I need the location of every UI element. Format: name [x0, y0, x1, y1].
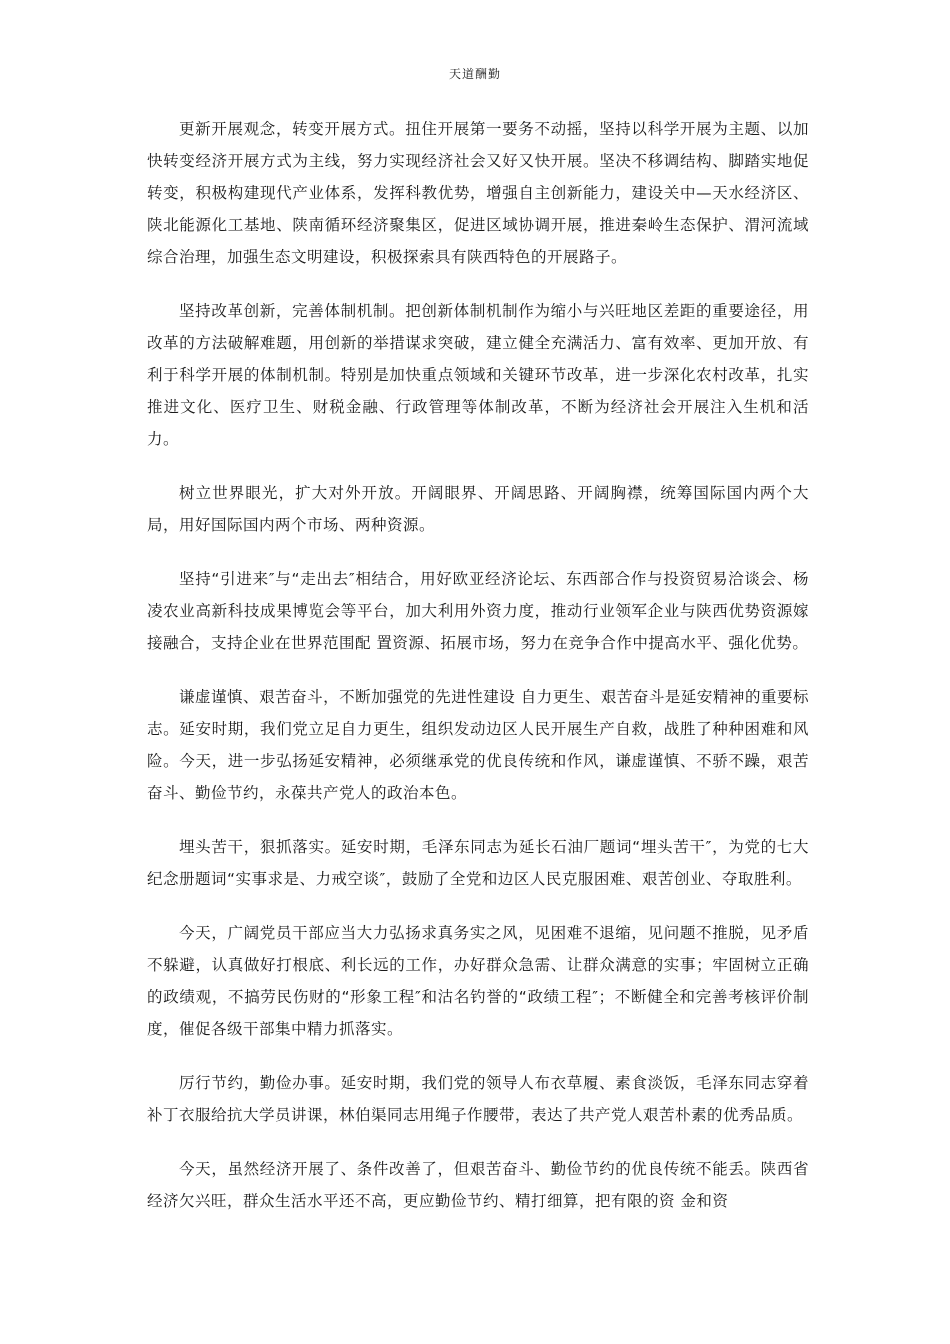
paragraph-development-concept: 更新开展观念，转变开展方式。扭住开展第一要务不动摇，坚持以科学开展为主题、以加快转变经济开展方式为主线，努力实现经济社会又好又快开展。坚决不移调结构、脚踏实地促转变，积极构建现代产业体系，发挥科教优势，增强自主创新能力，建设关中—天水经济区、陕北能源化工基地、陕南循环经济聚集区，促进区域协调开展，推进秦岭生态保护、渭河流域综合治理，加强生态文明建设，积极探索具有陕西特色的开展路子。: [147, 120, 809, 266]
paragraph-frugality: 厉行节约，勤俭办事。延安时期，我们党的领导人布衣草履、素食淡饭，毛泽东同志穿着补丁衣服给抗大学员讲课，林伯渠同志用绳子作腰带，表达了共产党人艰苦朴素的优秀品质。: [147, 1074, 809, 1124]
paragraph-bring-in-go-out: 坚持“引进来″与“走出去″相结合，用好欧亚经济论坛、东西部合作与投资贸易洽谈会、杨凌农业高新科技成果博览会等平台，加大利用外资力度，推动行业领军企业与陕西优势资源嫁接融合，支持企业在世界范围配 置资源、拓展市场，努力在竞争合作中提高水平、强化优势。: [147, 570, 809, 652]
document-body: [147, 113, 809, 1239]
page-header-title: 天道酬勤: [448, 67, 501, 81]
paragraph-world-vision: 树立世界眼光，扩大对外开放。开阔眼界、开阔思路、开阔胸襟，统筹国际国内两个大局，用好国际国内两个市场、两种资源。: [147, 484, 809, 534]
paragraph-reform-innovation: 坚持改革创新，完善体制机制。把创新体制机制作为缩小与兴旺地区差距的重要途径，用改革的方法破解难题，用创新的举措谋求突破，建立健全充满活力、富有效率、更加开放、有利于科学开展的体制机制。特别是加快重点领域和关键环节改革，进一步深化农村改革，扎实推进文化、医疗卫生、财税金融、行政管理等体制改革，不断为经济社会开展注入生机和活力。: [147, 302, 809, 448]
paragraph-modest-prudent: 谦虚谨慎、艰苦奋斗，不断加强党的先进性建设 自力更生、艰苦奋斗是延安精神的重要标志。延安时期，我们党立足自力更生，组织发动边区人民开展生产自救，战胜了种种困难和风险。今天，进一步弘扬延安精神，必须继承党的优良传统和作风，谦虚谨慎、不骄不躁，艰苦奋斗、勤俭节约，永葆共产党人的政治本色。: [147, 688, 809, 802]
paragraph-hard-work: 埋头苦干，狠抓落实。延安时期，毛泽东同志为延长石油厂题词“埋头苦干″，为党的七大纪念册题词“实事求是、力戒空谈″，鼓励了全党和边区人民克服困难、艰苦创业、夺取胜利。: [147, 838, 809, 888]
paragraph-practical-style: 今天，广阔党员干部应当大力弘扬求真务实之风，见困难不退缩，见问题不推脱，见矛盾不躲避，认真做好打根底、利长远的工作，办好群众急需、让群众满意的实事；牢固树立正确的政绩观，不搞劳民伤财的“形象工程″和沽名钓誉的“政绩工程″；不断健全和完善考核评价制度，催促各级干部集中精力抓落实。: [147, 924, 809, 1038]
paragraph-tradition: 今天，虽然经济开展了、条件改善了，但艰苦奋斗、勤俭节约的优良传统不能丢。陕西省经济欠兴旺，群众生活水平还不高，更应勤俭节约、精打细算，把有限的资 金和资: [147, 1160, 809, 1210]
